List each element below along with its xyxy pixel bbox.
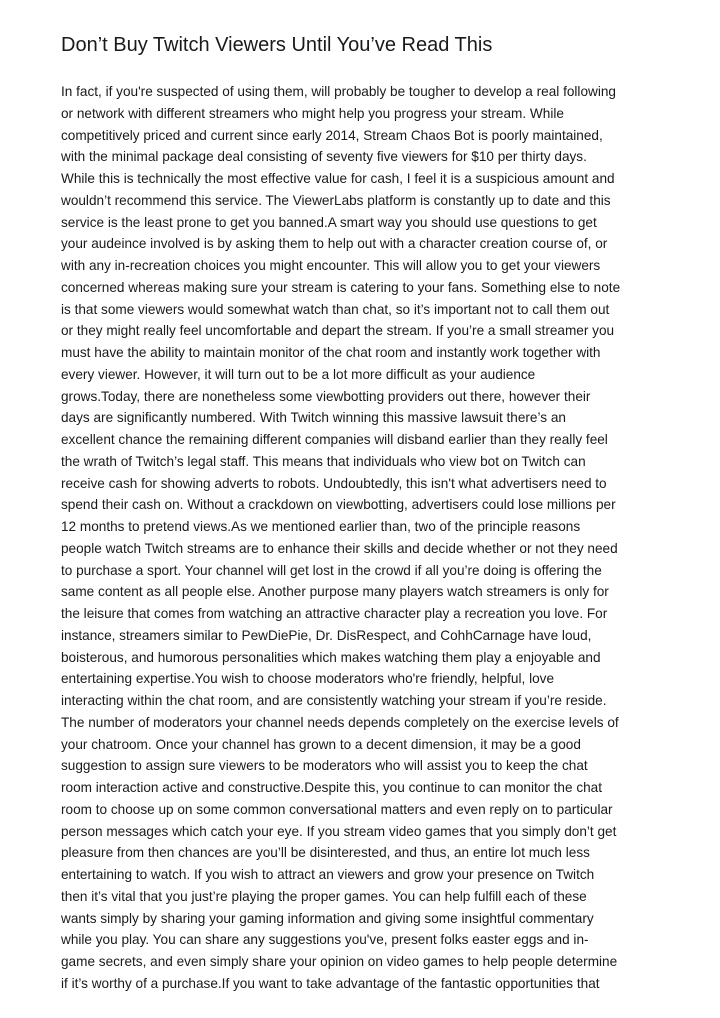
text-line: grows.Today, there are nonetheless some viewbotting providers out there, however their	[61, 388, 591, 404]
text-line: the wrath of Twitch’s legal staff. This means that individuals who view bot on Twitch can	[61, 453, 586, 469]
text-line: or network with different streamers who might help you progress your stream. While	[61, 105, 564, 121]
text-line: wouldn’t recommend this service. The ViewerLabs platform is constantly up to date and this	[61, 192, 611, 208]
text-line: with the minimal package deal consisting of seventy five viewers for $10 per thirty days.	[61, 149, 587, 165]
text-line: wants simply by sharing your gaming information and giving some insightful commentary	[61, 910, 594, 926]
text-line: The number of moderators your channel needs depends completely on the exercise levels of	[61, 714, 619, 730]
article-body	[61, 81, 671, 995]
text-line: receive cash for showing adverts to robots. Undoubtedly, this isn't what advertisers need to	[61, 475, 607, 491]
text-line: In fact, if you're suspected of using them, will probably be tougher to develop a real following	[61, 84, 616, 99]
text-line: boisterous, and humorous personalities which makes watching them play a enjoyable and	[61, 649, 601, 665]
text-line: your audeince involved is by asking them to help out with a character creation course of, or	[61, 236, 608, 252]
text-line: entertaining to watch. If you wish to attract an viewers and grow your presence on Twitch	[61, 867, 595, 882]
text-line: suggestion to assign sure viewers to be moderators who will assist you to keep the chat	[61, 758, 588, 774]
text-line: the leisure that comes from watching an attractive character play a recreation you love. For	[61, 606, 608, 621]
text-line: concerned whereas making sure your stream is catering to your fans. Something else to note	[61, 279, 621, 295]
text-line: with any in-recreation choices you might encounter. This will allow you to get your viewers	[61, 258, 601, 273]
text-line: instance, streamers similar to PewDiePie, Dr. DisRespect, and CohhCarnage have loud,	[61, 627, 592, 643]
text-line: interacting within the chat room, and are consistently watching your stream if you’re reside.	[61, 693, 607, 708]
text-line: person messages which catch your eye. If you stream video games that you simply don’t get	[61, 823, 617, 839]
text-line: pleasure from then chances are you’ll be disinterested, and thus, an entire lot much less	[61, 845, 590, 861]
text-line: if it’s worthy of a purchase.If you want to take advantage of the fantastic opportunities that	[61, 975, 600, 991]
text-line: must have the ability to maintain monitor of the chat room and instantly work together with	[61, 345, 601, 360]
text-line: competitively priced and current since early 2014, Stream Chaos Bot is poorly maintained,	[61, 127, 603, 143]
text-line: spend their cash on. Without a crackdown on viewbotting, advertisers could lose millions per	[61, 497, 616, 513]
text-line: your chatroom. Once your channel has grown to a decent dimension, it may be a good	[61, 736, 581, 752]
text-line: people watch Twitch streams are to enhance their skills and decide whether or not they need	[61, 540, 618, 556]
text-line: or they might really feel uncomfortable and depart the stream. If you’re a small streamer you	[61, 323, 615, 339]
text-line: days are significantly numbered. With Twitch winning this massive lawsuit there’s an	[61, 410, 566, 426]
text-line: same content as all people else. Another purpose many players watch streamers is only for	[61, 584, 609, 600]
text-line: is that some viewers would somewhat watch than chat, so it’s important not to call them out	[61, 301, 610, 317]
text-line: entertaining expertise.You wish to choose moderators who're friendly, helpful, love	[61, 671, 555, 687]
text-line: while you play. You can share any suggestions you've, present folks easter eggs and in-	[61, 932, 589, 948]
text-line: room to choose up on some common conversational matters and even reply on to particular	[61, 801, 613, 817]
text-line: excellent chance the remaining different companies will disband earlier than they really feel	[61, 432, 608, 447]
page-title: Don’t Buy Twitch Viewers Until You’ve Read This	[61, 34, 493, 56]
text-line: then it’s vital that you just’re playing the proper games. You can help fulfill each of these	[61, 888, 587, 904]
text-line: every viewer. However, it will turn out to be a lot more difficult as your audience	[61, 366, 536, 382]
text-line: 12 months to pretend views.As we mentioned earlier than, two of the principle reasons	[61, 519, 581, 534]
text-line: service is the least prone to get you banned.A smart way you should use questions to get	[61, 214, 597, 230]
text-line: game secrets, and even simply share your opinion on video games to help people determine	[61, 954, 618, 969]
text-line: While this is technically the most effective value for cash, I feel it is a suspicious amount and	[61, 171, 615, 186]
text-line: to purchase a sport. Your channel will get lost in the crowd if all you’re doing is offering the	[61, 562, 602, 578]
text-line: room interaction active and constructive.Despite this, you continue to can monitor the chat	[61, 780, 603, 795]
